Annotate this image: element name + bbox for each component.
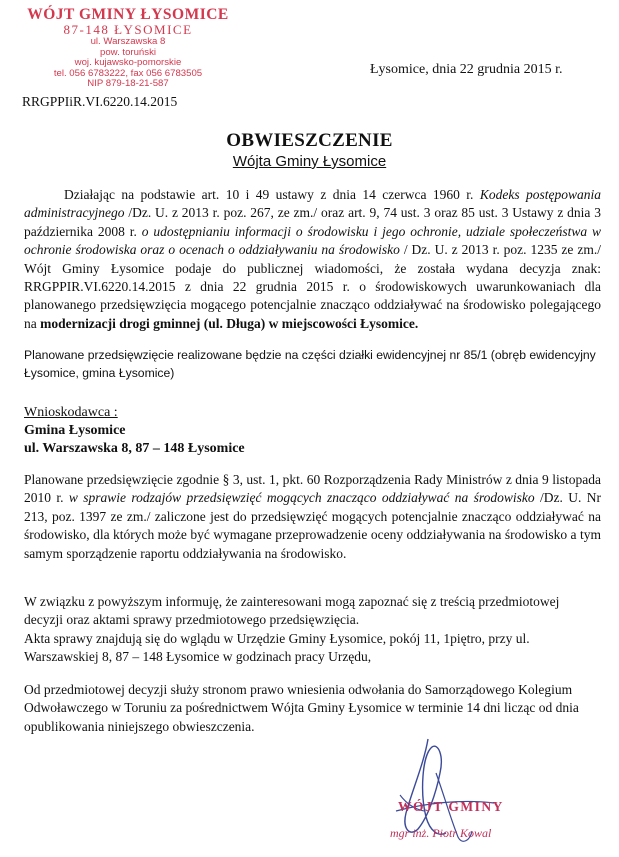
para1-text-e: / Dz. U. z 2013 r. poz. 1235 ze zm./ Wójt Gminy Łysomice podaje do publicznej wiadomości, że została wydana decyzja znak: RRGPPIR.VI.6220.14.2015 z dnia 22 grudnia 2015 r. o środowiskowych uwarunkowaniach dla planowanego przedsięwzięcia mogącego potencjalnie znacząco oddziaływać na środowisko polegającego na (24, 242, 601, 331)
stamp-line-3: ul. Warszawska 8 (90, 36, 166, 47)
paragraph-location: Planowane przedsięwzięcie realizowane będzie na części działki ewidencyjnej nr 85/1 (obręb ewidencyjny Łysomice, gmina Łysomice) (24, 348, 596, 380)
para1-text-b: Kodeks postępowania administracyjnego (24, 187, 601, 221)
para1-text-d: o udostępnianiu informacji o środowisku i jego ochronie, udziale społeczeństwa w ochronie środowiska oraz o ocenach o oddziaływaniu na środowisko (24, 223, 601, 258)
stamp-line-5: woj. kujawsko-pomorskie (74, 57, 182, 69)
document-date: Łysomice, dnia 22 grudnia 2015 r. (370, 62, 563, 77)
signature-stamp-name: mgr inż. Piotr Kowal (390, 826, 492, 840)
reference-number: RRGPPIiR.VI.6220.14.2015 (22, 94, 178, 109)
para4-text-a: W związku z powyższym informuję, że zainteresowani mogą zapoznać się z treścią przedmiotowej decyzji oraz aktami sprawy przedmiotowego przedsięwzięcia. (24, 594, 560, 628)
para3-text-a: Planowane przedsięwzięcie zgodnie § 3, ust. 1, pkt. 60 Rozporządzenia Rady Ministrów z dnia 9 listopada 2010 r. (24, 472, 601, 506)
paragraph-classification (24, 471, 601, 563)
paragraph-information (24, 593, 599, 667)
applicant-block (24, 404, 245, 458)
document-title: OBWIESZCZENIE (226, 130, 393, 151)
subtitle-text: Wójta Gminy Łysomice (232, 153, 387, 170)
para1-text-c: /Dz. U. z 2013 r. poz. 267, ze zm./ oraz art. 9, 74 ust. 3 oraz 85 ust. 3 Ustawy z dnia 3 października 2008 r. (24, 205, 601, 239)
applicant-address: ul. Warszawska 8, 87 – 148 Łysomice (24, 441, 245, 456)
applicant-label: Wnioskodawca : (24, 405, 118, 420)
signature-stamp-title: WÓJT GMINY (398, 799, 504, 814)
stamp-line-2: 87-148 ŁYSOMICE (63, 22, 193, 37)
para4-text-b: Akta sprawy znajdują się do wglądu w Urzędzie Gminy Łysomice, pokój 11, 1piętro, przy ul. Warszawskiej 8, 87 – 148 Łysomice w godzinach pracy Urzędu, (24, 630, 530, 665)
para1-text-f: modernizacji drogi gminnej (ul. Długa) w miejscowości Łysomice. (40, 315, 419, 331)
para3-text-c: /Dz. U. Nr 213, poz. 1397 ze zm./ zaliczone jest do przedsięwzięć mogących potencjalnie znacząco oddziaływać na środowisko, dla których może być wymagane przeprowadzenie oceny oddziaływania na środowisko a tym samym sporządzenie raportu oddziaływania na środowisko. (24, 490, 601, 561)
stamp-line-7: NIP 879-18-21-587 (87, 78, 169, 90)
stamp-line-4: pow. toruński (100, 46, 156, 58)
stamp-line-6: tel. 056 6783222, fax 056 6783505 (53, 67, 203, 79)
document-subtitle (0, 153, 619, 170)
office-stamp (14, 6, 242, 90)
paragraph-legal-basis (24, 186, 601, 333)
para3-text-b: w sprawie rodzajów przedsięwzięć mogących znacząco oddziaływać na środowisko (68, 490, 535, 506)
stamp-line-1: WÓJT GMINY ŁYSOMICE (27, 6, 229, 23)
paragraph-appeal: Od przedmiotowej decyzji służy stronom prawo wniesienia odwołania do Samorządowego Kolegium Odwoławczego w Toruniu za pośrednictwem Wójta Gminy Łysomice w terminie 14 dni licząc od dnia opublikowania niniejszego obwieszczenia. (24, 682, 579, 734)
applicant-name: Gmina Łysomice (24, 423, 126, 438)
para1-text-a: Działając na podstawie art. 10 i 49 ustawy z dnia 14 czerwca 1960 r. (64, 187, 480, 202)
